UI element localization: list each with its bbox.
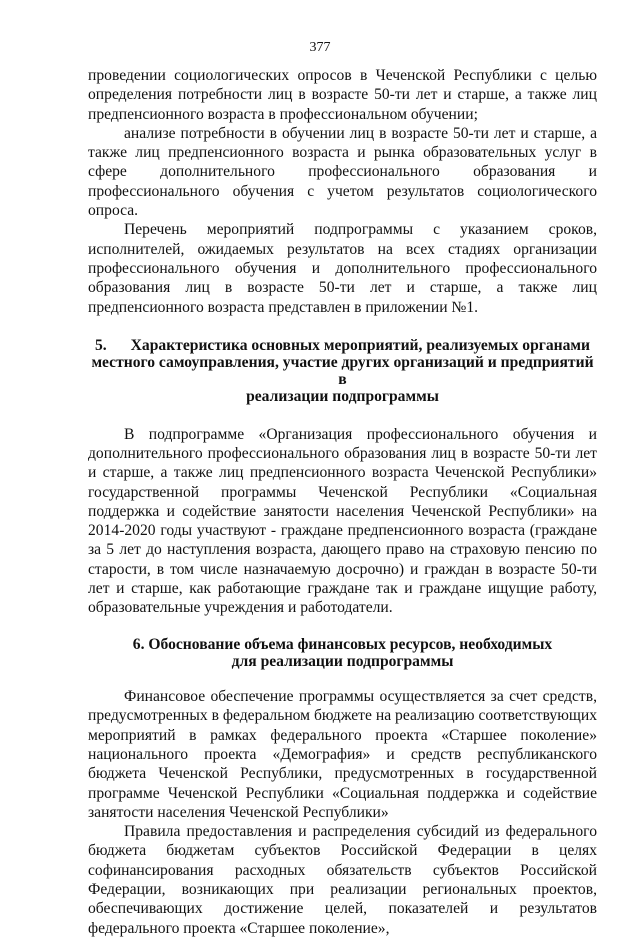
- section-5-title-line-2: местного самоуправления, участие других организаций и предприятий в: [91, 354, 594, 389]
- section-5-heading-line-1: [88, 337, 597, 354]
- section-6-title-line-1: 6. Обоснование объема финансовых ресурсов, необходимых: [132, 635, 553, 653]
- paragraph-subsidy-rules: Правила предоставления и распределения субсидий из федерального бюджета бюджетам субъектов Российской Федерации в целях софинансирования расходных обязательств субъектов Российской Федерации, возникающих при реализации региональных проектов, обеспечивающих достижение целей, показателей и результатов федерального проекта «Старшее поколение»,: [88, 823, 597, 937]
- section-6-heading: [88, 636, 597, 670]
- section-5-title-line-3: реализации подпрограммы: [246, 388, 439, 406]
- page-number: 377: [309, 40, 331, 55]
- paragraph-financing: Финансовое обеспечение программы осуществляется за счет средств, предусмотренных в федеральном бюджете на реализацию соответствующих мероприятий в рамках федерального проекта «Старшее поколение» национального проекта «Демография» и средств республиканского бюджета Чеченской Республики, предусмотренных в государственной программе Чеченской Республики «Социальная поддержка и содействие занятости населения Чеченской Республики»: [88, 688, 597, 821]
- section-6-title-line-2: для реализации подпрограммы: [231, 652, 454, 670]
- paragraph-participants: В подпрограмме «Организация профессионального обучения и дополнительного профессионального образования лиц в возрасте 50-ти лет и старше, а также лиц предпенсионного возраста Чеченской Республики» государственной программы Чеченской Республики «Социальная поддержка и содействие занятости населения Чеченской Республики» на 2014-2020 годы участвуют - граждане предпенсионного возраста (граждане за 5 лет до наступления возраста, дающего право на страховую пенсию по старости, в том числе назначаемую досрочно) и граждан в возрасте 50-ти лет и старше, как работающие граждане так и граждане ищущие работу, образовательные учреждения и работодатели.: [88, 425, 597, 617]
- paragraph-activities-list: Перечень мероприятий подпрограммы с указанием сроков, исполнителей, ожидаемых результатов на всех стадиях организации профессионального обучения и дополнительного профессионального образования лиц в возрасте 50-ти лет и старше, а также лиц предпенсионного возраста представлен в приложении №1.: [88, 221, 597, 316]
- section-5-title-line-1: Характеристика основных мероприятий, реализуемых органами: [130, 336, 591, 354]
- page-content: [88, 66, 597, 938]
- paragraph-needs-analysis: анализе потребности в обучении лиц в возрасте 50-ти лет и старше, а также лиц предпенсионного возраста и рынка образовательных услуг в сфере дополнительного профессионального образования и профессионального обучения с учетом результатов социологического опроса.: [88, 124, 597, 220]
- section-5-heading: [88, 337, 597, 406]
- paragraph-surveys: проведении социологических опросов в Чеченской Республики с целью определения потребности лиц в возрасте 50-ти лет и старше, а также лиц предпенсионного возраста в профессиональном обучении;: [88, 67, 597, 123]
- section-5-number: 5.: [94, 336, 107, 354]
